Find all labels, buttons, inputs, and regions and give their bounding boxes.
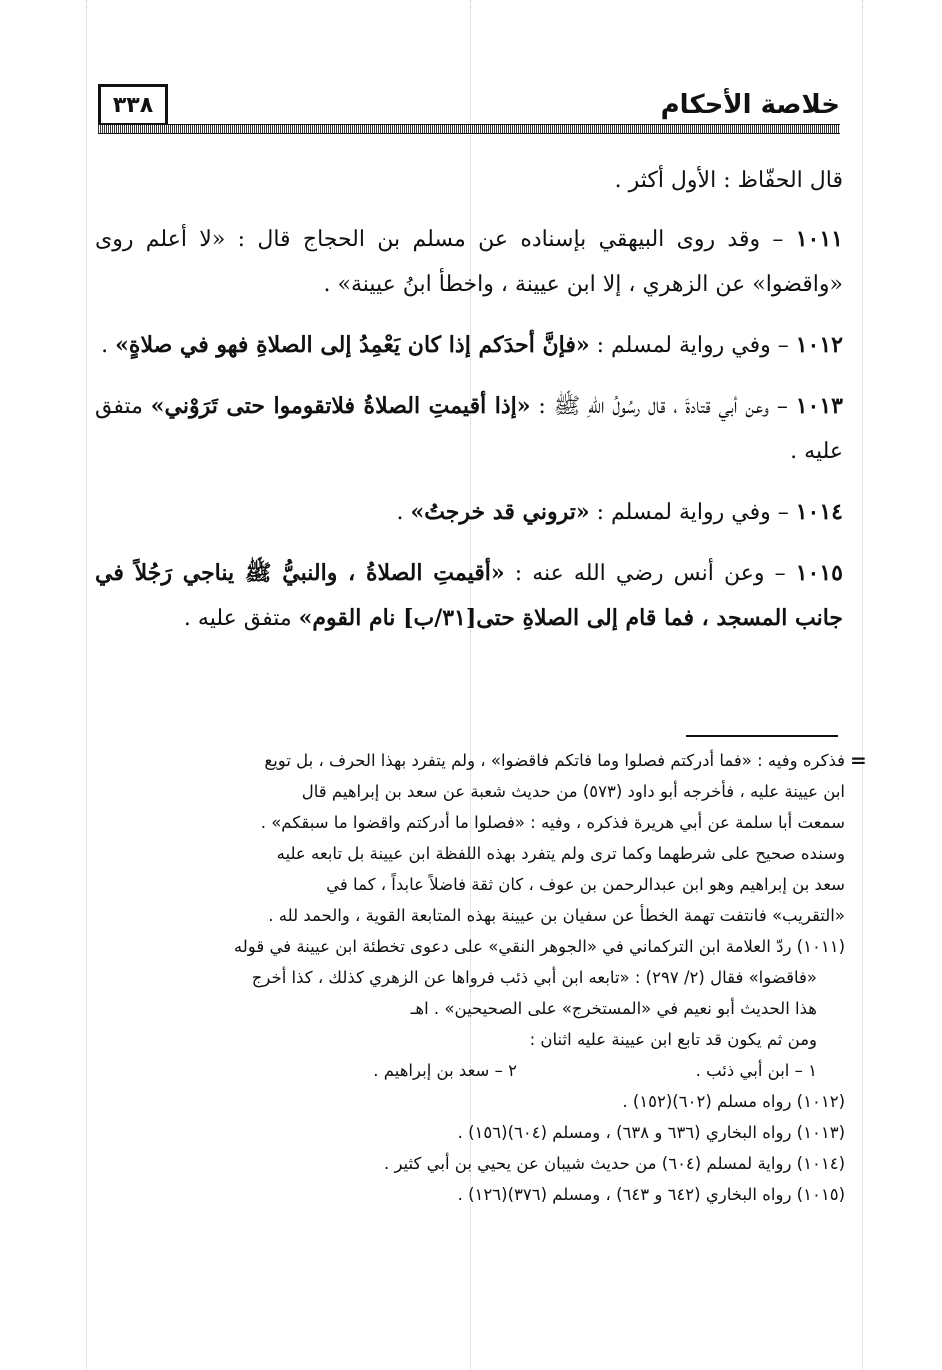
hadith-number: ١٠١٤ <box>795 499 843 525</box>
hadith-quote: «أقيمتِ الصلاةُ ، والنبيُّ ﷺ يناجي رَجُلاً في جانب المسجد ، فما قام إلى الصلاةِ حتى[٣١/ب] نام القوم» <box>95 560 843 631</box>
hadith-quote: «فإنَّ أحدَكم إذا كان يَعْمِدُ إلى الصلاةِ فهو في صلاةٍ» <box>115 332 590 358</box>
footnote-reference: (١٠١٢) رواه مسلم (٦٠٢)(١٥٢) . <box>622 1092 845 1111</box>
footnote-line: ابن عيينة عليه ، فأخرجه أبو داود (٥٧٣) من حديث شعبة عن سعد بن إبراهيم قال <box>301 782 845 801</box>
hadith-intro: – وعن أبي قتادةَ ، قال رسُولُ اللهِ ﷺ : <box>530 394 796 419</box>
footnote-list <box>95 1055 845 1086</box>
footnote-list-item: ١ – ابن أبي ذئب . <box>695 1061 817 1080</box>
hadith-intro: – وعن أنس رضي الله عنه : <box>504 561 796 586</box>
footnote-line: هذا الحديث أبو نعيم في «المستخرج» على الصحيحين» . اهـ <box>410 999 817 1018</box>
hadith-intro: – وفي رواية لمسلم : <box>589 500 796 525</box>
hadith-tail: متفق عليه . <box>183 606 299 631</box>
hadith-1014 <box>95 490 843 535</box>
hadith-1015 <box>95 551 843 641</box>
footnotes <box>95 745 845 1210</box>
footnote-line: وسنده صحيح على شرطهما وكما ترى ولم يتفرد بهذه اللفظة ابن عيينة بل تابعه عليه <box>276 844 845 863</box>
footnote-reference: (١٠١٥) رواه البخاري (٦٤٢ و ٦٤٣) ، ومسلم (٣٧٦)(١٢٦) . <box>457 1185 845 1204</box>
footnote-reference: (١٠١٣) رواه البخاري (٦٣٦ و ٦٣٨) ، ومسلم (٦٠٤)(١٥٦) . <box>457 1123 845 1142</box>
paragraph <box>95 158 843 203</box>
footnote-line: سمعت أبا سلمة عن أبي هريرة فذكره ، وفيه : «فصلوا ما أدركتم واقضوا ما سبقكم» . <box>260 813 845 832</box>
footnote-list-item: ٢ – سعد بن إبراهيم . <box>373 1061 517 1080</box>
hadith-quote: «تروني قد خرجتُ» <box>410 499 590 525</box>
hadith-tail: متفق عليه . <box>95 394 843 464</box>
footnote-separator <box>686 735 838 737</box>
scan-guide-line <box>86 0 87 1370</box>
running-title: خلاصة الأحكام <box>660 90 840 120</box>
footnote-line: «التقريب» فانتفت تهمة الخطأ عن سفيان بن عيينة بهذه المتابعة القوية ، والحمد لله . <box>268 906 845 925</box>
hadith-tail: . <box>101 333 116 358</box>
footnote-line: ومن ثم يكون قد تابع ابن عيينة عليه اثنان : <box>529 1030 817 1049</box>
header-rule <box>98 124 840 134</box>
hadith-1013 <box>95 384 843 474</box>
hadith-intro: – وفي رواية لمسلم : <box>589 333 796 358</box>
footnote-line: «فاقضوا» فقال (٢/ ٢٩٧) : «تابعه ابن أبي ذئب فرواها عن الزهري كذلك ، كذا أخرج <box>251 968 817 987</box>
hadith-number: ١٠١٣ <box>795 393 843 419</box>
footnote-line: فذكره وفيه : «فما أدركتم فصلوا وما فاتكم فاقضوا» ، ولم يتفرد بهذا الحرف ، بل تويع <box>264 751 845 770</box>
footnote-reference: (١٠١٤) رواية لمسلم (٦٠٤) من حديث شيبان عن يحيي بن أبي كثير . <box>383 1154 845 1173</box>
continuation-mark: = <box>850 748 867 772</box>
paragraph-text: قال الحفّاظ : الأول أكثر . <box>614 168 843 193</box>
main-text <box>95 158 843 657</box>
page-header <box>98 82 840 134</box>
hadith-text: – وقد روى البيهقي بإسناده عن مسلم بن الحجاج قال : «لا أعلم روى «واقضوا» عن الزهري ، إلا ابن عيينة ، واخطأ ابنُ عيينة» . <box>95 227 843 297</box>
scan-guide-line <box>862 0 863 1370</box>
hadith-number: ١٠١٥ <box>795 560 843 586</box>
hadith-1011 <box>95 217 843 307</box>
footnote-line: سعد بن إبراهيم وهو ابن عبدالرحمن بن عوف ، كان ثقة فاضلاً عابداً ، كما في <box>326 875 845 894</box>
hadith-tail: . <box>396 500 411 525</box>
page-number: ٣٣٨ <box>98 84 168 126</box>
footnote-line: (١٠١١) ردّ العلامة ابن التركماني في «الجوهر النقي» على دعوى تخطئة ابن عيينة في قوله <box>233 937 845 956</box>
hadith-quote: «إذا أقيمتِ الصلاةُ فلاتقوموا حتى تَرَوْني» <box>150 393 531 419</box>
hadith-number: ١٠١٢ <box>795 332 843 358</box>
hadith-1012 <box>95 323 843 368</box>
hadith-number: ١٠١١ <box>795 226 843 252</box>
